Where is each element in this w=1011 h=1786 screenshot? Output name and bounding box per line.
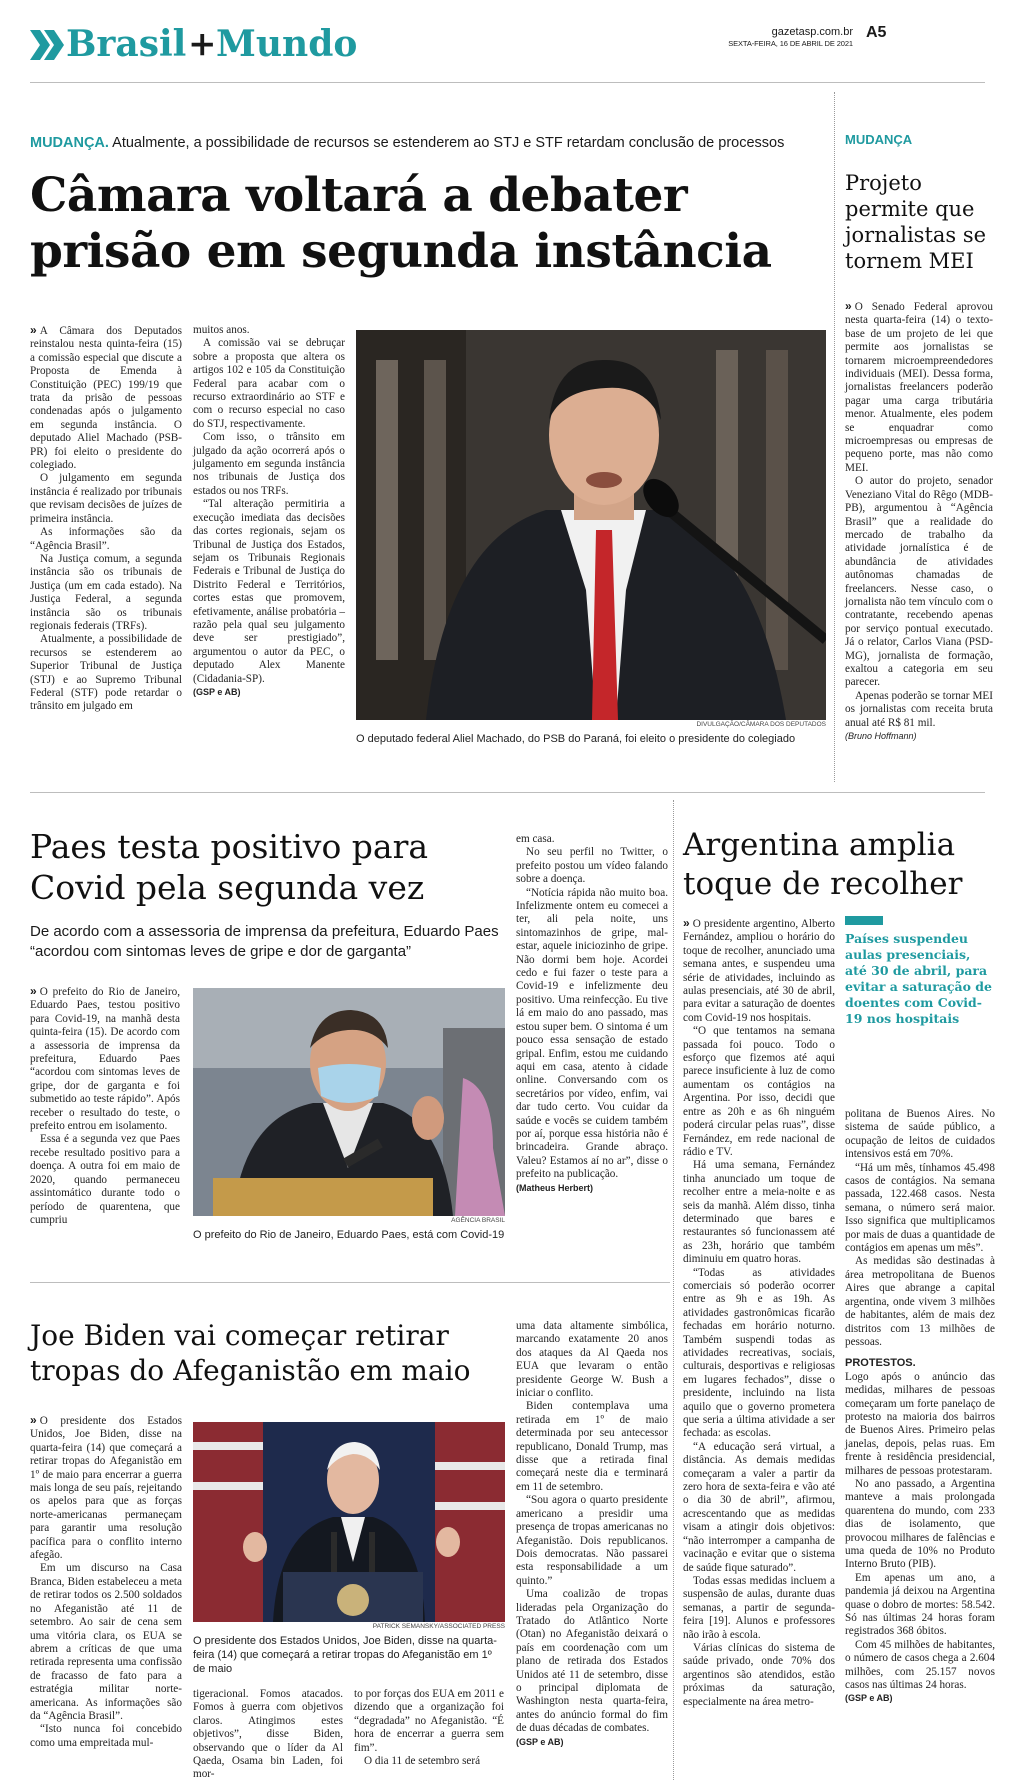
site-url: gazetasp.com.br [771, 26, 853, 38]
biden-caption: O presidente dos Estados Unidos, Joe Biden, disse na quarta-feira (14) que começará a retirar tropas do Afeganistão em 1º de maio [193, 1635, 497, 1675]
column-divider [834, 92, 835, 782]
section-name-2: Mundo [216, 23, 358, 65]
lead-headline: Câmara voltará a debater prisão em segunda instância [30, 168, 772, 279]
paes-column-2: em casa. No seu perfil no Twitter, o prefeito postou um vídeo falando sobre a doença. “Notícia rápida não muito boa. Infelizmente ontem eu comecei a ter, ali pela noite, uns sintomazinhos de gripe, mal-estar, aquele iniciozinho de gripe. Não dormi bem hoje. Acordei cedo e fui fazer o teste para a Covid-19 e infelizmente deu positivo. Uma reinfecção. Eu tive lá em maio do ano passado, mas estou super bem. O sintoma é um pouco essa sensação de estado gripal. Enfim, estou me cuidando aqui em casa, atento à cidade online. Conversando com os secretários por vídeo, enfim, vai dar tudo certo. Vou cuidar da saúde e vocês se cuidem também por aí, porque essa história não é brincadeira. Grande abraço. Valeu? Estamos aí no ar”, disse o prefeito na publicação. (Matheus Herbert) [516, 833, 668, 1193]
photo-aliel-machado [356, 330, 826, 720]
section-name: Brasil [66, 23, 187, 65]
page-number: A5 [866, 24, 887, 41]
chevron-icon: » [30, 984, 37, 998]
column-divider-2 [673, 800, 674, 1780]
paes-photo [193, 988, 505, 1216]
biden-photo-credit: PATRICK SEMANSKY/ASSOCIATED PRESS [372, 1623, 505, 1630]
mei-body: » O Senado Federal aprovou nesta quarta-feira (14) o texto-base de um projeto de lei que permite aos jornalistas se tornarem microempreendedores individuais (MEI). Dessa forma, jornalistas freelancers poderão pagar uma carga tributária menor. Atualmente, eles podem se enquadrar como microempresas ou empresas de pequeno porte, mas não como MEI. O autor do projeto, senador Veneziano Vital do Rêgo (MDB-PB), argumentou à “Agência Brasil” que a realidade do mercado de trabalho da atividade jornalística é de abundância de atividades autônomas chamadas de freelancers. Nesse caso, o jornalista não tem vínculo com o contratante, recebendo apenas por serviço pontual executado. Já o relator, Carlos Viana (PSD-MG), jornalista de formação, exaltou a categoria em seu parecer. Apenas poderão se tornar MEI os jornalistas com receita bruta anual até R$ 81 mil. (Bruno Hoffmann) [845, 299, 993, 741]
biden-headline: Joe Biden vai começar retirar tropas do Afeganistão em maio [30, 1319, 471, 1387]
argentina-column-2: politana de Buenos Aires. No sistema de saúde público, a ocupação de leitos de cuidados intensivos está em 70%. “Há um mês, tínhamos 45.498 casos de contágios. Na semana passada, 122.468 casos. Nesta semana, o número será maior. Isso significa que multiplicamos por mais de duas a quantidade de contágios em apenas um mês”. As medidas são destinadas à área metropolitana de Buenos Aires que abrange a capital argentina, onde vivem 3 milhões de habitantes, além de mais dez distritos com 13 milhões de pessoas. PROTESTOS. Logo após o anúncio das medidas, milhares de pessoas começaram um forte panelaço de protesto na maioria dos bairros de Buenos Aires. Primeiro pelas janelas, depois, pelas ruas. Em frente à residência presidencial, milhares de pessoas protestaram. No ano passado, a Argentina manteve a mais prolongada quarentena do mundo, com 233 dias de isolamento, que provocou milhares de falências e uma queda de 10% no Produto Interno Bruto (PIB). Em apenas um ano, a pandemia já deixou na Argentina quase o dobro de mortes: 58.542. Só nas últimas 24 horas foram registrados 368 óbitos. Com 45 milhões de habitantes, o número de casos chega a 2.604 milhões, com 25.157 novos casos nas últimas 24 horas. (GSP e AB) [845, 1108, 995, 1704]
chevron-icon: » [683, 916, 690, 930]
section-rule-2 [30, 1282, 670, 1283]
lead-caption: O deputado federal Aliel Machado, do PSB do Paraná, foi eleito o presidente do colegiado [356, 733, 796, 745]
paes-photo-credit: AGÊNCIA BRASIL [451, 1217, 505, 1224]
biden-photo [193, 1422, 505, 1622]
chevron-icon: » [30, 323, 37, 337]
masthead-rule [30, 82, 985, 83]
lead-kicker: MUDANÇA. [30, 135, 109, 151]
protestos-subhead: PROTESTOS. [845, 1357, 916, 1370]
mei-kicker: MUDANÇA [845, 132, 913, 147]
argentina-pullquote: Países suspendeu aulas presenciais, até 30 de abril, para evitar a saturação de doentes com Covid-19 nos hospitais [845, 916, 995, 1027]
lead-photo-credit: DIVULGAÇÃO/CÂMARA DOS DEPUTADOS [696, 721, 826, 728]
photo-joe-biden [193, 1422, 505, 1622]
photo-eduardo-paes [193, 988, 505, 1216]
lead-deck: Atualmente, a possibilidade de recursos se estenderem ao STJ e STF retardam conclusão de processos [112, 135, 785, 151]
double-chevron-icon [30, 30, 66, 60]
lead-photo [356, 330, 826, 720]
biden-column-1: » O presidente dos Estados Unidos, Joe Biden, disse na quarta-feira (14) que começará a retirar tropas do Afeganistão em 1º de maio para encerrar a guerra mais longa de seu país, rejeitando os apelos para que as forças norte-americanas permaneçam para garantir uma resolução pacífica para o conflito interno afegão. Em um discurso na Casa Branca, Biden estabeleceu a meta de retirar todos os 2.500 soldados no Afeganistão até 11 de setembro. Ao sair de cena sem uma vitória clara, os EUA se abrem a críticas de que uma retirada representa uma confissão de fracasso de fato para a estratégia militar norte-americana. As informações são da “Agência Brasil”. “Isto nunca foi concebido como uma empreitada mul- [30, 1413, 182, 1749]
argentina-headline: Argentina amplia toque de recolher [683, 827, 963, 902]
lead-column-1: » A Câmara dos Deputados reinstalou nesta quinta-feira (15) a comissão especial que discute a Proposta de Emenda à Constituição (PEC) 199/19 que trata da prisão de pessoas condenadas após o julgamento em segunda instância. O deputado Aliel Machado (PSB-PR) foi eleito o presidente do colegiado. O julgamento em segunda instância é realizado por tribunais que revisam decisões de juízes de primeira instância. As informações são da “Agência Brasil”. Na Justiça comum, a segunda instância são os tribunais de Justiça (um em cada estado). Na Justiça Federal, a segunda instância são os tribunais regionais federais (TRFs). Atualmente, a possibilidade de recursos se estenderem ao Superior Tribunal de Justiça (STJ) e ao Supremo Tribunal Federal (STF) pode retardar o trânsito em julgado em [30, 323, 182, 713]
paes-deck: De acordo com a assessoria de imprensa da prefeitura, Eduardo Paes “acordou com sintomas leves de gripe e dor de garganta” [30, 923, 499, 960]
chevron-icon: » [845, 299, 852, 313]
lead-kicker-line [30, 135, 820, 152]
pullquote-bar [845, 916, 883, 925]
paes-headline: Paes testa positivo para Covid pela segunda vez [30, 827, 429, 907]
section-plus: + [188, 24, 217, 64]
edition-date: SEXTA-FEIRA, 16 DE ABRIL DE 2021 [728, 39, 853, 48]
biden-column-2: tigeracional. Fomos atacados. Fomos à guerra com objetivos claros. Atingimos estes objetivos”, disse Biden, observando que o líder da Al Qaeda, Osama bin Laden, foi mor- [193, 1688, 343, 1781]
section-rule-1 [30, 792, 985, 793]
masthead [30, 22, 985, 82]
mei-headline: Projeto permite que jornalistas se tornem MEI [845, 171, 987, 273]
argentina-column-1: » O presidente argentino, Alberto Fernández, ampliou o horário do toque de recolher, anunciado uma semana antes, e suspendeu uma série de atividades, incluindo as aulas presenciais, até 30 de abril, para evitar a saturação de doentes com Covid-19 nos hospitais. “O que tentamos na semana passada foi pouco. Todo o esforço que fizemos até aqui parece insuficiente à luz de como aumentam os contágios na Argentina. Por isso, decidi que entre as 20h e as 6h ninguém poderá circular pelas ruas”, disse Fernández, em rede nacional de rádio e TV. Há uma semana, Fernández tinha anunciado um toque de recolher entre a meia-noite e as seis da manhã. Além disso, tinha determinado que bares e restaurantes só funcionassem até as 23h, horário que também diminuiu em quatro horas. “Todas as atividades comerciais só poderão ocorrer entre as 9h e as 19h. As atividades gastronômicas ficarão fechadas em horário noturno. Também suspendi todas as atividades recreativas, sociais, culturais, desportivas e religiosas em lugares fechados”, disse o presidente, incluindo na lista aquilo que o governo prometera que seria a última atividade a ser fechada: as escolas. “A educação será virtual, a distância. As demais medidas começaram a valer a partir da zero hora de sexta-feira e vão até o dia 30 de abril”, afirmou, acrescentando que as medidas visam a atingir dois objetivos: “não interromper a campanha de vacinação e evitar que o sistema de saúde fique saturado”. Todas essas medidas incluem a suspensão de aulas, durante duas semanas, a partir de segunda-feira [19]. Alunos e professores não irão à escola. Várias clínicas do sistema de saúde privado, onde 70% dos argentinos são atendidos, estão próximas da saturação, especialmente na área metro- [683, 916, 835, 1708]
chevron-icon: » [30, 1413, 37, 1427]
paes-column-1: » O prefeito do Rio de Janeiro, Eduardo Paes, testou positivo para Covid-19, na manhã desta quinta-feira (15). De acordo com a assessoria de imprensa da prefeitura, Eduardo Paes “acordou com sintomas leves de gripe, dor de garganta e foi submetido ao teste rápido”. Após receber o resultado do teste, o prefeito entrou em isolamento. Essa é a segunda vez que Paes recebe resultado positivo para a doença. A outra foi em maio de 2020, quando permaneceu assintomático durante todo o período de quarentena, que cumpriu [30, 984, 180, 1226]
biden-column-3: to por forças dos EUA em 2011 e dizendo que a organização foi “degradada” no Afeganistão. “É hora de encerrar a guerra sem fim”. O dia 11 de setembro será [354, 1688, 504, 1768]
paes-caption: O prefeito do Rio de Janeiro, Eduardo Paes, está com Covid-19 [193, 1229, 505, 1241]
biden-column-4: uma data altamente simbólica, marcando exatamente 20 anos dos ataques da Al Qaeda nos EUA que levaram o então presidente George W. Bush a iniciar o conflito. Biden contemplava uma retirada em 1º de maio determinada por seu antecessor republicano, Donald Trump, mas disse que a retirada final começará neste dia e terminará em 11 de setembro. “Sou agora o quarto presidente americano a presidir uma presença de tropas americanas no Afeganistão. Dois republicanos. Dois democratas. Não passarei esta responsabilidade a um quinto.” Uma coalizão de tropas lideradas pela Organização do Tratado do Atlântico Norte (Otan) no Afeganistão deixará o país em coordenação com um plano de retirada dos Estados Unidos até 11 de setembro, disse o principal diplomata de Washington nesta quarta-feira, antes do anúncio formal do fim de duas décadas de combates. (GSP e AB) [516, 1320, 668, 1747]
lead-column-2: muitos anos. A comissão vai se debruçar sobre a proposta que altera os artigos 102 e 105 da Constituição Federal para acabar com o recurso extraordinário ao STF e com o recurso especial no caso do STJ, respectivamente. Com isso, o trânsito em julgado da ação ocorrerá após o julgamento em segunda instância nos tribunais de Justiça dos estados ou nos TRFs. “Tal alteração permitiria a execução imediata das decisões das cortes regionais, sejam os Tribunal de Justiça dos Estados, sejam os Tribunais Regionais Federais e Tribunal de Justiça do Distrito Federal e Territórios, cortes estas que promovem, efetivamente, análise probatória – razão pela qual seu julgamento deve ser prestigiado”, argumentou o autor da PEC, o deputado Alex Manente (Cidadania-SP). (GSP e AB) [193, 324, 345, 697]
